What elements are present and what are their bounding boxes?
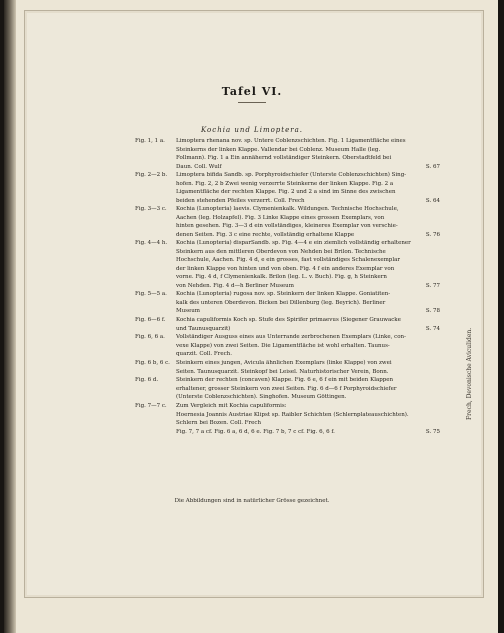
description-line: Limoptera bifida Sandb. sp. Porphyroidschiefer (Unterste Coblenzschichten) Sing- <box>176 172 407 178</box>
figure-description <box>176 316 412 333</box>
description-line: Steinkern eines jungen, Avicula ähnlichen Exemplars (linke Klappe) von zwei <box>176 360 392 366</box>
page-reference: S. 78 <box>425 308 440 314</box>
figure-number: Fig. 6—6 f. <box>135 317 166 323</box>
plate-title: Tafel VI. <box>221 85 283 98</box>
figure-number: Fig. 6 b, 6 c. <box>135 360 170 366</box>
page-reference: S. 76 <box>425 231 440 238</box>
description-line: Kochia capuliformis Koch sp. Stufe des Spirifer primaevus (Siegener Grauwacke <box>176 317 401 323</box>
description-line: Vollständiger Ausguss eines aus Unterrande zerbrochenen Exemplars (Linke, con- <box>176 334 406 340</box>
description-line: hofen. Fig. 2, 2 b Zwei wenig verzerrte Steinkerne der linken Klappe. Fig. 2 a <box>176 180 394 187</box>
description-line: Fig. 7, 7 a cf. Fig. 6 a, 6 d, 6 e. Fig. 7 b, 7 c cf. Fig. 6, 6 f. <box>176 428 335 435</box>
page-reference: S. 64 <box>425 197 440 204</box>
figure-number: Fig. 6 d. <box>135 377 159 383</box>
figure-description <box>176 402 412 436</box>
figure-description <box>176 376 412 402</box>
description-line: Museum <box>176 308 201 314</box>
description-line: Ligamentfläche der rechten Klappe. Fig. 2 und 2 a sind im Sinne des zwischen <box>176 189 396 195</box>
page-reference: S. 74 <box>425 325 440 332</box>
description-line: vexe Klappe) von zwei Seiten. Die Ligamentfläche ist wohl erhalten. Taunus- <box>176 342 390 349</box>
description-line: Kochia (Lunopteria) disparSandb. sp. Fig. 4—4 e ein ziemlich vollständig erhaltener <box>176 240 411 246</box>
section-title: Kochia und Limoptera. <box>201 126 303 134</box>
page-reference: S. 67 <box>425 163 440 170</box>
description-line: Hoernesia Joannis Austriae Klipst sp. Raibler Schichten (Schlernplateauschichten). <box>176 411 409 418</box>
figure-number: Fig. 1, 1 a. <box>135 138 165 144</box>
figure-number: Fig. 7—7 c. <box>135 403 167 409</box>
side-label: Frech, Devonische Aviculiden. <box>466 327 473 420</box>
description-line: beiden stehenden Pfeiles verzerrt. Coll. Frech <box>176 197 305 204</box>
figure-number: Fig. 4—4 h. <box>135 240 168 246</box>
description-line: Daun. Coll. Wulf <box>176 163 222 170</box>
figure-description <box>176 205 412 239</box>
figure-description <box>176 359 412 376</box>
figure-description <box>176 333 412 359</box>
description-line: denen Seiten. Fig. 3 c eine rechte, vollständig erhaltene Klappe <box>176 231 355 238</box>
description-line: Steinkerns der linken Klappe. Vallendar bei Coblenz. Museum Halle (leg. <box>176 146 381 153</box>
figure-number: Fig. 2—2 b. <box>135 172 168 178</box>
page-reference: S. 75 <box>425 428 440 435</box>
description-line: Schlern bei Bozen. Coll. Frech <box>176 420 262 426</box>
description-line: Seiten. Taunusquarzit. Steinkopf bei Leisel. Naturhistorischer Verein, Bonn. <box>176 368 389 375</box>
description-line: vorne. Fig. 4 d, f Clymenienkalk. Brilon (leg. L. v. Buch). Fig. g, h Steinkern <box>176 274 387 280</box>
description-line: Limoptera rhenana nov. sp. Untere Coblenzschichten. Fig. 1 Ligamentfläche eines <box>176 138 406 144</box>
description-line: Hochschule, Aachen. Fig. 4 d, e ein grosses, fast vollständiges Schalenexemplar <box>176 257 400 263</box>
description-line: von Nehden. Fig. 4 d—h Berliner Museum <box>176 282 294 289</box>
description-line: Zum Vergleich mit Kochia capuliformis: <box>176 403 287 409</box>
description-line: (Unterste Coblenzschichten). Singhofen. Museum Göttingen. <box>176 394 347 400</box>
figure-number: Fig. 3—3 c. <box>135 206 167 212</box>
figure-number: Fig. 6, 6 a. <box>135 334 165 340</box>
description-line: Aachen (leg. Holzapfel). Fig. 3 Linke Klappe eines grossen Exemplars, von <box>176 214 385 221</box>
description-line: erhaltener, grosser Steinkern von zwei Seiten. Fig. 6 d—6 f Porphyroidschiefer <box>176 385 397 392</box>
figure-number: Fig. 5—5 a. <box>135 291 167 297</box>
figure-description <box>176 290 412 316</box>
description-line: Kochia (Lunopteria) laevis. Clymenienkalk. Wildungen. Technische Hochschule, <box>176 206 399 212</box>
description-line: kalk des unteren Oberdevon. Bicken bei Dillenburg (leg. Beyrich). Berliner <box>176 299 386 306</box>
description-line: Follmann). Fig. 1 a Ein annähernd vollständiger Steinkern. Oberstadtfeld bei <box>176 155 392 161</box>
footer-note: Die Abbildungen sind in natürlicher Grösse gezeichnet. <box>174 498 330 504</box>
figure-description <box>176 171 412 205</box>
description-line: Steinkern der rechten (concaven) Klappe. Fig. 6 e, 6 f ein mit beiden Klappen <box>176 377 394 383</box>
description-line: der linken Klappe von hinten und von oben. Fig. 4 f ein anderes Exemplar von <box>176 265 395 272</box>
description-line: Steinkern aus den mittleren Oberdevon von Nehden bei Brilon. Technische <box>176 248 386 255</box>
title-divider <box>238 102 266 103</box>
figure-description <box>176 137 412 171</box>
description-line: quarzit. Coll. Frech. <box>176 351 232 357</box>
figure-description <box>176 239 412 290</box>
description-line: und Taunusquarzit) <box>176 325 231 332</box>
description-line: hinten gesehen. Fig. 3—3 d ein vollständiges, kleineres Exemplar von verschie- <box>176 223 398 229</box>
description-line: Kochia (Lunopteria) rugosa nov. sp. Steinkern der linken Klappe. Goniatiten- <box>176 291 391 297</box>
page-reference: S. 77 <box>425 282 440 289</box>
